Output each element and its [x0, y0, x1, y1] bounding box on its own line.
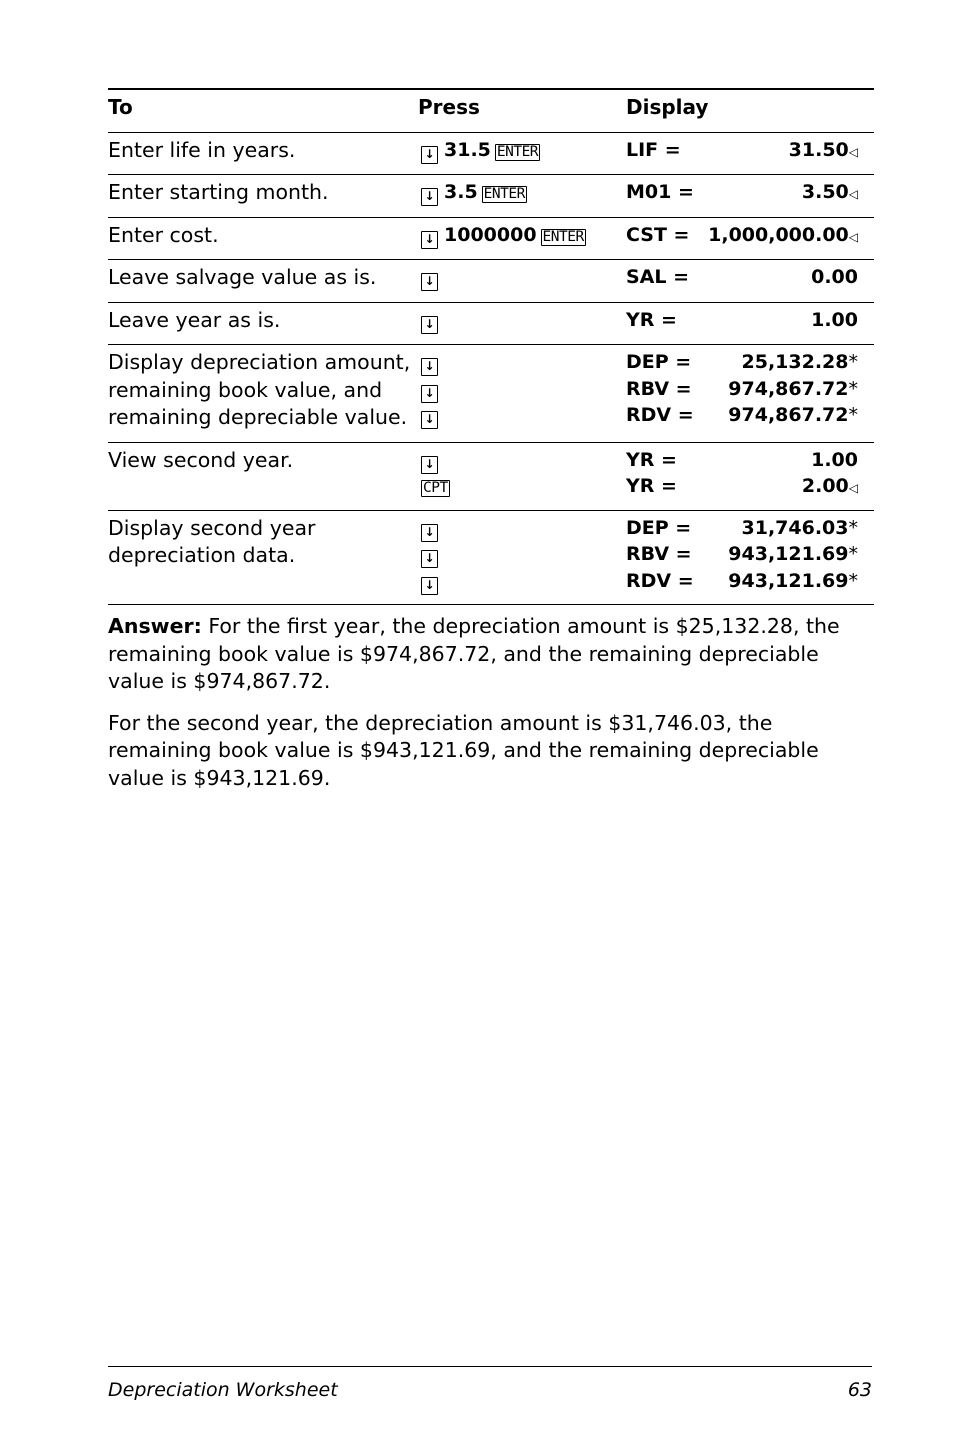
computed-indicator: *: [848, 351, 858, 373]
table-row: [108, 175, 874, 218]
step-description: Display depreciation amount, remaining book value, and remaining depreciable value.: [108, 350, 411, 429]
entry-value: 31.5: [444, 138, 491, 161]
display-label-cell: [626, 345, 706, 443]
display-label: DEP =: [626, 516, 692, 539]
entered-indicator-icon: ◁: [848, 229, 858, 244]
down-arrow-key-icon: ↓: [421, 456, 438, 474]
display-value-cell: [706, 510, 874, 605]
keystroke-line: [418, 222, 626, 249]
answer-paragraph-1: [108, 613, 874, 696]
down-arrow-key-icon: ↓: [421, 524, 438, 542]
display-label: SAL =: [626, 266, 690, 288]
page-footer: [108, 1366, 872, 1401]
display-value: 2.00: [801, 475, 849, 497]
display-label: M01 =: [626, 181, 694, 203]
enter-key-icon: ENTER: [542, 228, 584, 245]
display-value: 974,867.72: [728, 404, 849, 426]
display-label: DEP =: [626, 351, 692, 373]
computed-indicator: *: [848, 516, 858, 539]
table-row: [108, 217, 874, 260]
display-label-cell: [626, 175, 706, 218]
keystroke-line: [418, 349, 626, 376]
keystroke-table: [108, 88, 874, 605]
computed-indicator: *: [848, 543, 858, 565]
table-row: [108, 302, 874, 345]
keystroke-line: [418, 137, 626, 164]
display-value-cell: [706, 175, 874, 218]
answer-paragraph-2: For the second year, the depreciation amount is $31,746.03, the remaining book value is $943,121.69, and the remaining depreciable value is $943,121.69.: [108, 710, 819, 790]
keystroke-cell: [418, 217, 626, 260]
display-value: 974,867.72: [728, 377, 849, 400]
table-row: [108, 132, 874, 175]
keystroke-line: [418, 179, 626, 206]
display-label: RDV =: [626, 404, 694, 426]
down-arrow-key-icon: ↓: [421, 577, 438, 595]
display-label-cell: [626, 510, 706, 605]
display-value-line: [706, 568, 874, 595]
display-value-line: [706, 307, 874, 334]
enter-key-icon: ENTER: [496, 143, 539, 160]
keystroke-cell: [418, 132, 626, 175]
display-value: 31.50: [788, 138, 849, 161]
table-row: [108, 510, 874, 605]
display-label: CST =: [626, 223, 690, 246]
display-value-line: [706, 222, 874, 249]
display-value: 1.00: [811, 448, 858, 471]
down-arrow-key-icon: ↓: [421, 273, 438, 291]
display-label-cell: [626, 132, 706, 175]
display-value: 25,132.28: [741, 351, 849, 373]
computed-indicator: *: [848, 404, 858, 426]
display-value-line: [706, 447, 874, 474]
display-value-cell: [706, 345, 874, 443]
keystroke-line: [418, 541, 626, 568]
step-description: Display second year depreciation data.: [108, 515, 316, 567]
keystroke-line: [418, 473, 626, 500]
down-arrow-key-icon: ↓: [421, 146, 438, 164]
display-value: 31,746.03: [741, 516, 849, 539]
keystroke-cell: [418, 302, 626, 345]
display-value-line: [706, 264, 874, 291]
display-label: RBV =: [626, 543, 692, 565]
display-label: RDV =: [626, 569, 694, 592]
down-arrow-key-icon: ↓: [421, 358, 438, 376]
display-value: 943,121.69: [728, 543, 849, 565]
step-description: Enter cost.: [108, 222, 219, 247]
table-row: [108, 260, 874, 303]
display-label: RBV =: [626, 377, 692, 400]
display-value: 1,000,000.00: [708, 223, 849, 246]
page-content: [108, 88, 874, 806]
keystroke-line: [418, 402, 626, 429]
display-value-line: [706, 541, 874, 568]
keystroke-line: [418, 568, 626, 595]
entered-indicator-icon: ◁: [848, 187, 858, 201]
step-description: Leave salvage value as is.: [108, 265, 377, 289]
display-value-line: [706, 179, 874, 206]
display-value: 0.00: [811, 266, 858, 288]
display-label: YR =: [626, 448, 677, 471]
entered-indicator-icon: ◁: [848, 481, 858, 495]
page-number: 63: [847, 1379, 872, 1401]
display-value-cell: [706, 260, 874, 303]
step-description: Enter starting month.: [108, 180, 329, 204]
display-value-line: [706, 402, 874, 429]
table-header-row: [108, 89, 874, 132]
display-label: YR =: [626, 475, 677, 497]
display-value-cell: [706, 132, 874, 175]
display-value-cell: [706, 217, 874, 260]
step-description: View second year.: [108, 447, 294, 472]
table-row: [108, 345, 874, 443]
display-label-cell: [626, 302, 706, 345]
keystroke-cell: [418, 345, 626, 443]
display-value: 3.50: [801, 181, 849, 203]
footer-title: Depreciation Worksheet: [108, 1379, 338, 1401]
table-body: [108, 132, 874, 605]
answer-section: [108, 613, 874, 792]
step-description: Leave year as is.: [108, 307, 281, 332]
display-label-cell: [626, 442, 706, 510]
entry-value: 3.5: [444, 181, 478, 203]
entry-value: 1000000: [444, 223, 537, 246]
keystroke-cell: [418, 175, 626, 218]
display-label: LIF =: [626, 138, 681, 161]
entered-indicator-icon: ◁: [848, 144, 858, 159]
display-value-cell: [706, 442, 874, 510]
display-label: YR =: [626, 308, 677, 331]
display-value-line: [706, 473, 874, 500]
display-value-line: [706, 515, 874, 542]
answer-text-1: For the first year, the depreciation amount is $25,132.28, the remaining book value is $974,867.72, and the remaining depreciable value is $974,867.72.: [108, 614, 840, 693]
keystroke-cell: [418, 442, 626, 510]
table-row: [108, 442, 874, 510]
keystroke-line: [418, 447, 626, 474]
down-arrow-key-icon: ↓: [421, 411, 438, 429]
enter-key-icon: ENTER: [483, 186, 525, 202]
display-value: 943,121.69: [728, 569, 849, 592]
computed-indicator: *: [848, 377, 858, 400]
down-arrow-key-icon: ↓: [421, 385, 438, 403]
display-label-cell: [626, 260, 706, 303]
down-arrow-key-icon: ↓: [421, 316, 438, 334]
header-to: To: [108, 95, 133, 119]
keystroke-cell: [418, 260, 626, 303]
down-arrow-key-icon: ↓: [421, 231, 438, 249]
answer-label: Answer:: [108, 614, 202, 638]
display-value-line: [706, 137, 874, 164]
keystroke-line: [418, 307, 626, 334]
keystroke-cell: [418, 510, 626, 605]
step-description: Enter life in years.: [108, 137, 296, 162]
down-arrow-key-icon: ↓: [421, 550, 438, 568]
header-press: Press: [418, 95, 480, 119]
display-label-cell: [626, 217, 706, 260]
keystroke-line: [418, 264, 626, 291]
down-arrow-key-icon: ↓: [421, 188, 438, 206]
cpt-key-icon: CPT: [423, 480, 448, 496]
display-value-line: [706, 376, 874, 403]
computed-indicator: *: [848, 569, 858, 592]
display-value: 1.00: [811, 308, 858, 331]
display-value-cell: [706, 302, 874, 345]
display-value-line: [706, 349, 874, 376]
header-display: Display: [626, 95, 709, 119]
keystroke-line: [418, 376, 626, 403]
keystroke-line: [418, 515, 626, 542]
